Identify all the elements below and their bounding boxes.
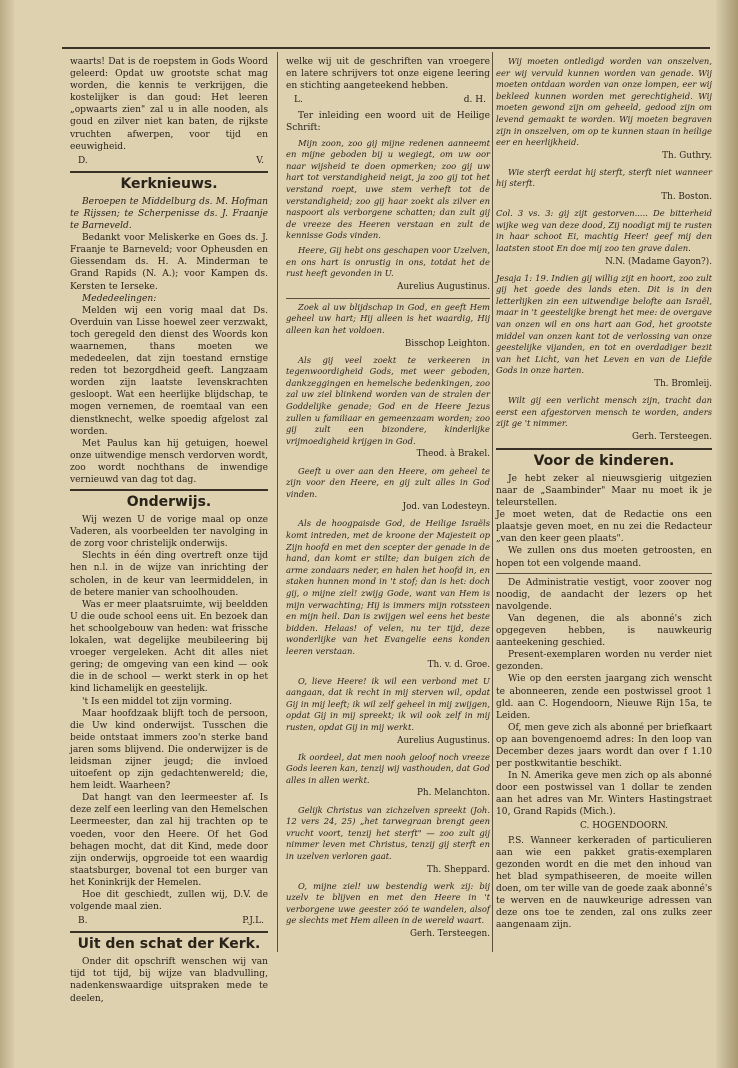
signature — [78, 155, 264, 167]
signature — [294, 94, 486, 106]
quote-author: Th. Guthry. — [662, 150, 712, 161]
quote-author: Aurelius Augustinus. — [397, 735, 490, 746]
quote-author: Jod. van Lodesteyn. — [402, 502, 490, 513]
paragraph: Je hebt zeker al nieuwsgierig uitgezien naar de „Saambinder" Maar nu moet ik je teleurstellen. — [496, 473, 712, 509]
paragraph: Je moet weten, dat de Redactie ons een plaatsje geven moet, en nu zei die Redacteur „van den keer geen plaats". — [496, 510, 712, 545]
signature-right: V. — [256, 155, 264, 166]
paragraph: Melden wij een vorig maal dat Ds. Overduin van Lisse hoewel zeer verzwakt, toch geregeld den dienst des Woords kon waarnemen, thans moeten we mededeelen, dat zijn toestand ernstige reden tot bezorgdheid geeft. Langzaam worden zijn laatste levenskrachten gesloopt. Wat een heerlijke blijdschap, te mogen vernemen, de roemtaal van een dienstknecht, welke spoedig afgelost zal worden. — [70, 305, 268, 437]
signature-left: B. — [78, 916, 88, 927]
paragraph: Of, men geve zich als abonné per briefkaart op aan bovengenoemd adres: In den loop van December dezes jaars wordt dan over f 1.10 per postkwitantie beschikt. — [496, 722, 712, 770]
quote-author: Ph. Melanchton. — [417, 788, 490, 799]
quote: O, lieve Heere! ik wil een verbond met U aangaan, dat ik recht in mij sterven wil, opdat Gij in mij leeft; ik wil zelf geheel in mij zwijgen, opdat Gij in mij spreekt; ik wil ook zelf in mij rusten, opdat Gij in mij werkt. — [286, 675, 490, 732]
paragraph: waarts! Dat is de roepstem in Gods Woord geleerd: Opdat uw grootste schat mag worden, die kennis te verkrijgen, die kostelijker is dan goud: Het leeren „opwaarts zien" zal u in alle nooden, als goud en zilver niet kan baten, de rijkste vruchten afwerpen, voor tijd en eeuwigheid. — [70, 57, 268, 152]
quote-author: Th. v. d. Groe. — [427, 659, 490, 670]
paragraph: De Administratie vestigt, voor zoover nog noodig, de aandacht der lezers op het navolgende. — [496, 577, 712, 612]
paragraph: Beroepen te Middelburg ds. M. Hofman te Rijssen; te Scherpenisse ds. J. Fraanje te Barneveld. — [70, 196, 268, 232]
paragraph: Van degenen, die als abonné's zich opgegeven hebben, is nauwkeurig aanteekening geschied. — [496, 613, 712, 649]
column-divider — [277, 52, 278, 952]
section-heading-onderwijs: Onderwijs. — [126, 494, 212, 511]
quote-author: Th. Boston. — [661, 192, 712, 203]
quote-author: Gerh. Tersteegen. — [631, 431, 712, 442]
quote-author: Aurelius Augustinus. — [397, 281, 490, 292]
signature-right: P.J.L. — [242, 916, 264, 927]
paragraph: 't Is een middel tot zijn vorming. — [82, 696, 233, 707]
column-divider — [492, 52, 493, 952]
paragraph: Dat hangt van den leermeester af. Is deze zelf een leerling van den Hemelschen Leermeester, dan zal hij trachten op te voeden, voor den Heere. Of het God behagen mocht, dat dit Kind, mede door zijn onderwijs, opgroeide tot een waardig staatsburger, bovenal tot een burger van het Koninkrijk der Hemelen. — [70, 793, 268, 888]
section-rule — [70, 931, 268, 933]
quote: Col. 3 vs. 3: gij zijt gestorven..... De bitterheid wijke weg van deze dood, Zij noodigt mij te rusten in haar schoot Ei, machtig Heer! geef mij den laatsten stoot En doe mij zoo ten grave dalen. — [496, 208, 712, 253]
paragraph: Present-exemplaren worden nu verder niet gezonden. — [496, 650, 712, 673]
paragraph: We zullen ons dus moeten getroosten, en hopen tot een volgende maand. — [496, 546, 712, 569]
paragraph: Was er meer plaatsruimte, wij beeldden U die oude school eens uit. En bezoek dan het schoolgebouw van heden: wat frissche lokalen, wat degelijke meubileering bij vroeger vergeleken. Acht dit alles niet gering; de omgeving van een kind — ook die in de school — werkt sterk in op het kind lichamelijk en geestelijk. — [70, 599, 268, 695]
section-heading-kinderen: Voor de kinderen. — [533, 452, 675, 469]
quote: Wij moeten ontledigd worden van onszelven, eer wij vervuld kunnen worden van genade. Wij moeten ontdaan worden van onze lompen, eer wij bekleed kunnen worden met gerechtigheid. Wij moeten gewond zijn om geheeld, gedood zijn om levend gemaakt te worden. Wij moeten begraven zijn in onszelven, om op te kunnen staan in heilige eer en heerlijkheid. — [496, 56, 712, 148]
quote-author: Theod. à Brakel. — [416, 449, 490, 460]
column-2 — [286, 56, 490, 994]
paragraph: Wij wezen U de vorige maal op onze Vaderen, als voorbeelden ter navolging in de zorg voor christelijk onderwijs. — [70, 515, 268, 550]
signature-right: d. H. — [463, 95, 486, 106]
section-rule — [496, 448, 712, 450]
signature: C. HOGENDOORN. — [579, 820, 669, 831]
quote-author: Gerh. Tersteegen. — [409, 928, 490, 939]
quote: Gelijk Christus van zichzelven spreekt (Joh. 12 vers 24, 25) „het tarwegraan brengt geen vrucht voort, tenzij het sterft" — zoo zult gij nimmer leven met Christus, tenzij gij sterft en in uzelven verloren gaat. — [286, 804, 490, 861]
quote-author: Th. Sheppard. — [426, 864, 490, 875]
paragraph: Bedankt voor Meliskerke en Goes ds. J. Fraanje te Barneveld; voor Opheusden en Giessendam ds. H. A. Minderman te Grand Rapids (N. A.); voor Kampen ds. Kersten te Ierseke. — [70, 233, 268, 292]
quote-author: Bisschop Leighton. — [404, 338, 490, 349]
quote: Ik oordeel, dat men nooh geloof noch vreeze Gods leeren kan, tenzij wij vasthouden, dat God alles in allen werkt. — [286, 751, 490, 785]
quote: Heere, Gij hebt ons geschapen voor Uzelven, en ons hart is onrustig in ons, totdat het de rust heeft gevonden in U. — [286, 244, 490, 279]
quote-author: Th. Bromleij. — [654, 378, 712, 389]
paragraph: P.S. Wanneer kerkeraden of particulieren aan wie een pakket gratis-exemplaren gezonden wordt en die met den inhoud van het blad sympathiseeren, de moeite willen doen, om ter wille van de goede zaak abonné's te werven en de nauwkeurige adressen van deze ons toe te zenden, zal ons zulks zeer aangenaam zijn. — [496, 835, 712, 931]
paragraph: Wie op den eersten jaargang zich wenscht te abonneeren, zende een postwissel groot 1 gld. aan C. Hogendoorn, Nieuwe Rijn 15a, te Leiden. — [496, 674, 712, 721]
section-rule — [70, 489, 268, 491]
quote: Geeft u over aan den Heere, om geheel te zijn voor den Heere, en gij zult alles in God vinden. — [286, 465, 490, 499]
paragraph: Maar hoofdzaak blijft toch de persoon, die Uw kind onderwijst. Tusschen die beide ontstaat immers zoo'n sterke band jaren soms blijvend. Die onderwijzer is de leidsman zijner jeugd; die invloed uitoefent op zijn gedachtenwereld; die, hem leidt. Waarheen? — [70, 708, 268, 792]
paragraph: Slechts in één ding overtreft onze tijd hen n.l. in de wijze van inrichting der scholen, in de keur van leermiddelen, in de betere manier van schoolhouden. — [70, 551, 268, 598]
top-rule — [62, 47, 710, 49]
paragraph: Met Paulus kan hij getuigen, hoewel onze uitwendige mensch verdorven wordt, zoo wordt nochthans de inwendige vernieuwd van dag tot dag. — [70, 438, 268, 485]
column-3 — [496, 56, 712, 994]
separator — [496, 573, 712, 574]
quote: Wie sterft eerdat hij sterft, sterft niet wanneer hij sterft. — [496, 166, 712, 189]
quote: O, mijne ziel! uw bestendig werk zij: bij uzelv te blijven en met den Heere in 't verborgene uwe geester zóó te wandelen, alsof ge slechts met Hem alleen in de wereld waart. — [286, 880, 490, 926]
quote: Als gij veel zoekt te verkeeren in tegenwoordigheid Gods, met weer geboden, dankzeggingen en hemelsche bedenkingen, zoo zal uw ziel blinkend worden van de stralen der Goddelijke genade; God en de Heere Jezus zullen u familiaar en gemeenzaam worden; zoo gij zult een bizondere, kinderlijke vrijmoedigheid krijgen in God. — [286, 354, 490, 446]
quote: Jesaja 1: 19. Indien gij willig zijt en hoort, zoo zult gij het goede des lands eten. Dit is in den letterlijken zin een uitwendige belofte aan Israël, maar in 't geestelijke brengt het mee: de overgave van onzen wil en ons hart aan God, het grootste middel van onzen kant tot de verlossing van onze geestelijke vijanden, en tot en overdadiger bezit van het Licht, van het Leven en van de Liefde Gods in onze harten. — [496, 272, 712, 376]
paragraph: welke wij uit de geschriften van vroegere en latere schrijvers tot onze eigene leering en stichting aangeteekend hebben. — [286, 57, 490, 92]
section-heading-kerknieuws: Kerknieuws. — [120, 175, 218, 192]
paragraph: Ter inleiding een woord uit de Heilige Schrift: — [286, 111, 490, 134]
paragraph: Onder dit opschrift wenschen wij van tijd tot tijd, bij wijze van bladvulling, nadenkenswaardige uitspraken mede te deelen, — [70, 957, 268, 1004]
signature-left: D. — [78, 155, 88, 166]
quote: Wilt gij een verlicht mensch zijn, tracht dan eerst een afgestorven mensch te worden, anders zijt ge 't nimmer. — [496, 395, 712, 429]
quote: Als de hoogpaisde God, de Heilige Israëls komt intreden, met de kroone der Majesteit op Zijn hoofd en met den scepter der genade in de hand, dan komt er stilte; dan buigen zich de arme zondaars neder, en halen het hoofd in, en staken hunnen mond in 't stof; dan is het: doch gij, o mijne ziel! zwijg Gode, want van Hem is mijn verwachting; Hij is immers mijn rotssteen en mijn heil. Dan is zwijgen wel eens het beste bidden. Helaas! of velen, nu ter tijd, deze wonderlijke van het Evangelie eens konden leeren verstaan. — [286, 518, 490, 656]
section-rule — [70, 171, 268, 173]
quote-author: N.N. (Madame Gayon?). — [605, 256, 712, 267]
quote: Zoek al uw blijdschap in God, en geeft Hem geheel uw hart; Hij alleen is het waardig, Hij alleen kan het voldoen. — [286, 301, 490, 335]
column-1 — [70, 56, 268, 1004]
paragraph: In N. Amerika geve men zich op als abonné door een postwissel van 1 dollar te zenden aan het adres van Mr. Winters Hastingstraet 10, Grand Rapids (Mich.). — [496, 771, 712, 818]
quote: Mijn zoon, zoo gij mijne redenen aanneemt en mijne geboden bij u wegiegt, om uw oor naar wijsheid te doen opmerken; zoo gij uw hart tot verstandigheid neigt, ja zoo gij tot het verstand roept, uwe stem verheft tot de verstandigheid; zoo gij haar zoekt als zilver en naspoort als verborgene schatten; dan zult gij de vreeze des Heeren verstaan en zult de kennisse Gods vinden. — [286, 137, 490, 241]
section-heading-schat: Uit den schat der Kerk. — [77, 936, 261, 953]
separator — [286, 298, 490, 299]
paragraph: Mededeelingen: — [82, 293, 157, 304]
paragraph: Hoe dit geschiedt, zullen wij, D.V. de volgende maal zien. — [70, 890, 268, 913]
signature-left: L. — [294, 95, 303, 106]
signature — [78, 915, 264, 927]
